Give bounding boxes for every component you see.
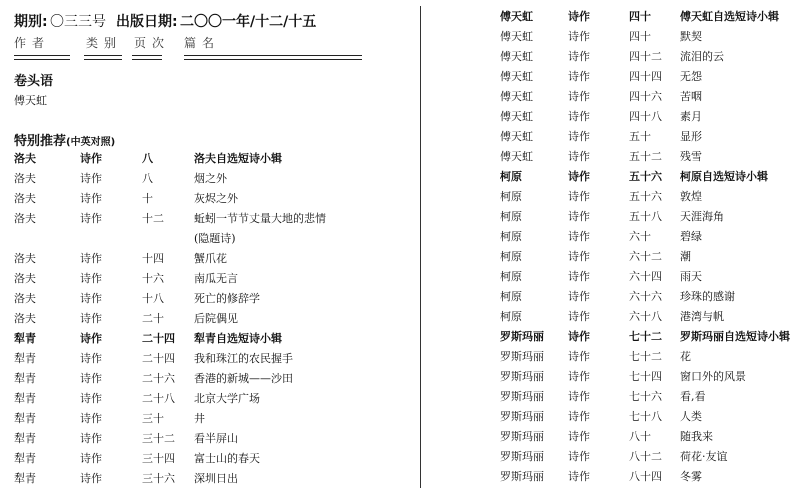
toc-author: 犁青: [14, 372, 36, 385]
toc-page: 六十六: [629, 290, 662, 303]
toc-row: [500, 387, 800, 407]
column-header-title: 篇名: [184, 36, 221, 50]
toc-row: [500, 167, 800, 187]
toc-title: 蚯蚓一节节丈量大地的悲情: [194, 212, 326, 225]
toc-title: 默契: [680, 30, 702, 43]
toc-author: 洛夫: [14, 192, 36, 205]
toc-category: 诗作: [568, 130, 590, 143]
toc-category: 诗作: [568, 470, 590, 483]
toc-author: 傅天虹: [500, 110, 533, 123]
toc-page: 十六: [142, 272, 164, 285]
toc-title: 流泪的云: [680, 50, 724, 63]
toc-title: 冬雾: [680, 470, 702, 483]
toc-page: 七十四: [629, 370, 662, 383]
column-header-category: 类别: [86, 36, 123, 50]
toc-title: 富士山的春天: [194, 452, 260, 465]
issue-number: 〇三三号: [50, 14, 106, 30]
toc-title: 天涯海角: [680, 210, 724, 223]
column-divider: [420, 6, 421, 488]
toc-author: 洛夫: [14, 252, 36, 265]
toc-page: 四十: [629, 30, 651, 43]
toc-page: 八十: [629, 430, 651, 443]
toc-row: [14, 289, 394, 309]
toc-page: 五十: [629, 130, 651, 143]
toc-page: 六十八: [629, 310, 662, 323]
toc-title: 港湾与帆: [680, 310, 724, 323]
toc-category: 诗作: [568, 170, 590, 183]
toc-row: [500, 307, 800, 327]
toc-page: 七十二: [629, 330, 662, 343]
toc-page: 十八: [142, 292, 164, 305]
toc-page: 七十六: [629, 390, 662, 403]
toc-category: 诗作: [80, 172, 102, 185]
toc-row: [500, 467, 800, 487]
toc-title: 素月: [680, 110, 702, 123]
toc-row: [500, 147, 800, 167]
toc-title: 北京大学广场: [194, 392, 260, 405]
column-header-author: 作者: [14, 36, 51, 50]
toc-row: [14, 209, 394, 229]
toc-title: 井: [194, 412, 205, 425]
toc-author: 傅天虹: [500, 70, 533, 83]
toc-title: 烟之外: [194, 172, 227, 185]
toc-author: 洛夫: [14, 312, 36, 325]
toc-page: 二十四: [142, 332, 175, 345]
toc-category: 诗作: [568, 230, 590, 243]
toc-author: 柯原: [500, 270, 522, 283]
toc-category: 诗作: [568, 410, 590, 423]
toc-row: [14, 149, 394, 169]
publish-date: 二〇〇一年/十二/十五: [180, 14, 317, 30]
toc-page: 十: [142, 192, 153, 205]
toc-row: [14, 449, 394, 469]
toc-page: 八十四: [629, 470, 662, 483]
toc-author: 犁青: [14, 412, 36, 425]
toc-row: [14, 469, 394, 489]
toc-title: 罗斯玛丽自选短诗小辑: [680, 330, 790, 343]
toc-row: [14, 429, 394, 449]
toc-page: 五十八: [629, 210, 662, 223]
toc-author: 柯原: [500, 310, 522, 323]
toc-author: 柯原: [500, 170, 522, 183]
toc-category: 诗作: [80, 272, 102, 285]
toc-row: [14, 249, 394, 269]
toc-author: 犁青: [14, 332, 36, 345]
toc-page: 十二: [142, 212, 164, 225]
toc-category: 诗作: [568, 430, 590, 443]
toc-page: 二十: [142, 312, 164, 325]
toc-row: [14, 269, 394, 289]
toc-author: 傅天虹: [500, 150, 533, 163]
toc-author: 洛夫: [14, 152, 36, 165]
toc-page: 六十二: [629, 250, 662, 263]
toc-row: [14, 389, 394, 409]
toc-page: 八: [142, 152, 153, 165]
toc-row: [500, 7, 800, 27]
toc-category: 诗作: [80, 472, 102, 485]
toc-category: 诗作: [568, 310, 590, 323]
toc-category: 诗作: [80, 192, 102, 205]
toc-category: 诗作: [568, 450, 590, 463]
toc-row: [14, 309, 394, 329]
toc-title: 柯原自选短诗小辑: [680, 170, 768, 183]
toc-page: 二十四: [142, 352, 175, 365]
toc-author: 柯原: [500, 210, 522, 223]
toc-category: 诗作: [80, 412, 102, 425]
toc-page: 四十: [629, 10, 651, 23]
toc-author: 柯原: [500, 290, 522, 303]
toc-page: 五十六: [629, 170, 662, 183]
toc-row: [500, 247, 800, 267]
toc-category: 诗作: [568, 330, 590, 343]
issue-label: 期别:: [14, 14, 48, 30]
toc-row: [500, 367, 800, 387]
toc-category: 诗作: [80, 212, 102, 225]
toc-category: 诗作: [80, 372, 102, 385]
toc-title: 窗口外的风景: [680, 370, 746, 383]
preface-heading: 卷头语: [14, 74, 54, 89]
toc-category: 诗作: [568, 150, 590, 163]
toc-category: 诗作: [568, 110, 590, 123]
toc-page: 四十八: [629, 110, 662, 123]
toc-row: [500, 187, 800, 207]
toc-row: [14, 329, 394, 349]
toc-title: 随我来: [680, 430, 713, 443]
toc-author: 犁青: [14, 392, 36, 405]
toc-category: 诗作: [80, 392, 102, 405]
toc-row: [500, 447, 800, 467]
toc-title: 花: [680, 350, 691, 363]
toc-author: 罗斯玛丽: [500, 450, 544, 463]
toc-author: 柯原: [500, 190, 522, 203]
toc-author: 洛夫: [14, 292, 36, 305]
toc-title: 无怨: [680, 70, 702, 83]
header-rule-title: [184, 55, 362, 60]
toc-author: 罗斯玛丽: [500, 470, 544, 483]
toc-author: 傅天虹: [500, 30, 533, 43]
toc-page: 三十六: [142, 472, 175, 485]
toc-page: 八: [142, 172, 153, 185]
toc-page: 二十六: [142, 372, 175, 385]
toc-row: [500, 267, 800, 287]
toc-author: 傅天虹: [500, 130, 533, 143]
toc-author: 柯原: [500, 250, 522, 263]
toc-category: 诗作: [80, 292, 102, 305]
toc-author: 柯原: [500, 230, 522, 243]
toc-title: 犁青自选短诗小辑: [194, 332, 282, 345]
toc-row: [500, 27, 800, 47]
toc-category: 诗作: [568, 250, 590, 263]
toc-page: 十四: [142, 252, 164, 265]
toc-row: [500, 127, 800, 147]
toc-title: (隐题诗): [194, 232, 236, 245]
toc-row: [500, 347, 800, 367]
toc-author: 傅天虹: [500, 90, 533, 103]
toc-title: 灰烬之外: [194, 192, 238, 205]
toc-title: 南瓜无言: [194, 272, 238, 285]
toc-author: 罗斯玛丽: [500, 330, 544, 343]
toc-category: 诗作: [80, 312, 102, 325]
toc-row: [500, 327, 800, 347]
toc-author: 犁青: [14, 452, 36, 465]
toc-title: 珍珠的感谢: [680, 290, 735, 303]
toc-author: 洛夫: [14, 172, 36, 185]
toc-title: 荷花·友谊: [680, 450, 728, 463]
toc-title: 我和珠江的农民握手: [194, 352, 293, 365]
toc-title: 看,看: [680, 390, 706, 403]
toc-category: 诗作: [568, 190, 590, 203]
toc-page: 三十四: [142, 452, 175, 465]
toc-page: 八十二: [629, 450, 662, 463]
toc-title: 后院偶见: [194, 312, 238, 325]
toc-category: 诗作: [568, 370, 590, 383]
toc-category: 诗作: [568, 90, 590, 103]
toc-author: 犁青: [14, 472, 36, 485]
header-rule-author: [14, 55, 70, 60]
toc-title: 显形: [680, 130, 702, 143]
toc-row: [14, 369, 394, 389]
toc-row: [14, 229, 394, 249]
toc-page: 三十二: [142, 432, 175, 445]
toc-title: 残雪: [680, 150, 702, 163]
toc-row: [14, 169, 394, 189]
toc-title: 看半屏山: [194, 432, 238, 445]
toc-category: 诗作: [568, 70, 590, 83]
featured-note: (中英对照): [66, 137, 116, 148]
toc-category: 诗作: [80, 432, 102, 445]
toc-author: 罗斯玛丽: [500, 350, 544, 363]
toc-page: 五十六: [629, 190, 662, 203]
toc-author: 罗斯玛丽: [500, 370, 544, 383]
toc-title: 碧绿: [680, 230, 702, 243]
toc-title: 潮: [680, 250, 691, 263]
toc-category: 诗作: [568, 270, 590, 283]
toc-row: [500, 207, 800, 227]
toc-page: 六十四: [629, 270, 662, 283]
toc-category: 诗作: [568, 10, 590, 23]
toc-category: 诗作: [568, 210, 590, 223]
featured-heading: [14, 130, 115, 149]
toc-page: 六十: [629, 230, 651, 243]
toc-category: 诗作: [80, 332, 102, 345]
toc-category: 诗作: [80, 452, 102, 465]
toc-row: [500, 47, 800, 67]
toc-author: 罗斯玛丽: [500, 430, 544, 443]
toc-row: [500, 427, 800, 447]
toc-title: 敦煌: [680, 190, 702, 203]
toc-page: 四十二: [629, 50, 662, 63]
toc-author: 洛夫: [14, 272, 36, 285]
toc-category: 诗作: [80, 352, 102, 365]
toc-category: 诗作: [80, 252, 102, 265]
toc-author: 傅天虹: [500, 10, 533, 23]
toc-row: [500, 227, 800, 247]
toc-row: [500, 107, 800, 127]
toc-author: 罗斯玛丽: [500, 390, 544, 403]
toc-title: 苦咽: [680, 90, 702, 103]
toc-category: 诗作: [568, 50, 590, 63]
toc-page: 二十八: [142, 392, 175, 405]
toc-row: [500, 287, 800, 307]
toc-category: 诗作: [80, 152, 102, 165]
toc-title: 香港的新城——沙田: [194, 372, 293, 385]
toc-title: 傅天虹自选短诗小辑: [680, 10, 779, 23]
toc-row: [14, 409, 394, 429]
header-rule-category: [84, 55, 122, 60]
toc-page: 五十二: [629, 150, 662, 163]
toc-title: 蟹爪花: [194, 252, 227, 265]
toc-title: 雨天: [680, 270, 702, 283]
toc-row: [500, 87, 800, 107]
toc-author: 傅天虹: [500, 50, 533, 63]
toc-author: 罗斯玛丽: [500, 410, 544, 423]
toc-page: 七十八: [629, 410, 662, 423]
toc-page: 四十六: [629, 90, 662, 103]
toc-row: [500, 407, 800, 427]
toc-page: 七十二: [629, 350, 662, 363]
toc-row: [14, 349, 394, 369]
toc-author: 洛夫: [14, 212, 36, 225]
toc-title: 人类: [680, 410, 702, 423]
preface-author: 傅天虹: [14, 94, 47, 107]
date-label: 出版日期:: [116, 14, 178, 30]
toc-row: [14, 189, 394, 209]
toc-title: 死亡的修辞学: [194, 292, 260, 305]
header-rule-page: [132, 55, 162, 60]
toc-author: 犁青: [14, 352, 36, 365]
toc-author: 犁青: [14, 432, 36, 445]
featured-title: 特别推荐: [14, 134, 67, 149]
toc-category: 诗作: [568, 290, 590, 303]
toc-row: [500, 67, 800, 87]
toc-category: 诗作: [568, 390, 590, 403]
toc-category: 诗作: [568, 30, 590, 43]
toc-page: 三十: [142, 412, 164, 425]
column-header-page: 页次: [134, 36, 171, 50]
toc-title: 深圳日出: [194, 472, 238, 485]
toc-title: 洛夫自选短诗小辑: [194, 152, 282, 165]
toc-category: 诗作: [568, 350, 590, 363]
toc-page: 四十四: [629, 70, 662, 83]
